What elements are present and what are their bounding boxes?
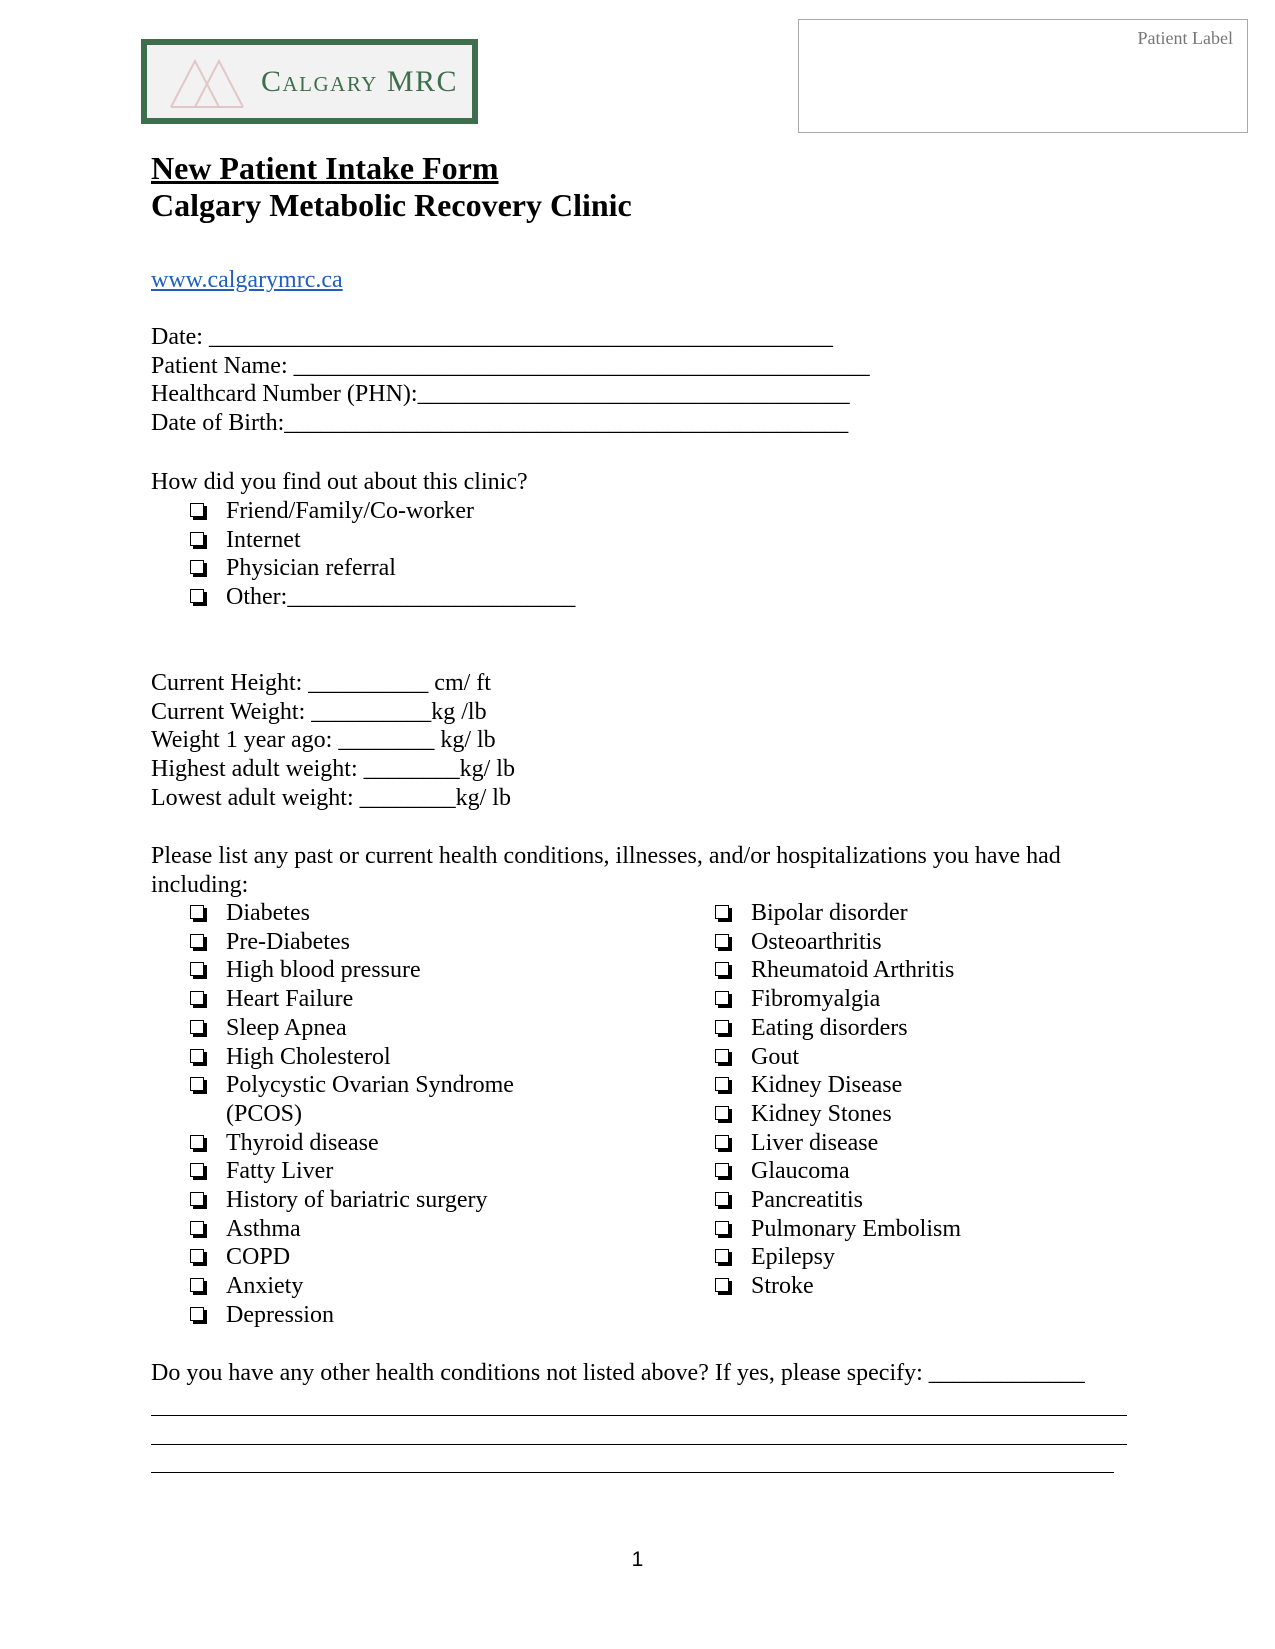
checkbox[interactable] bbox=[190, 1049, 204, 1063]
list-item[interactable]: Heart Failure bbox=[190, 985, 514, 1014]
referral-question: How did you find out about this clinic? bbox=[151, 469, 528, 495]
weight-1yr-field[interactable]: Weight 1 year ago: ________ kg/ lb bbox=[151, 727, 496, 754]
list-item[interactable]: Sleep Apnea bbox=[190, 1014, 514, 1043]
conditions-left-column bbox=[190, 899, 514, 1330]
list-item[interactable]: Thyroid disease bbox=[190, 1129, 514, 1158]
weight-field[interactable]: Current Weight: __________kg /lb bbox=[151, 698, 487, 725]
checkbox[interactable] bbox=[190, 991, 204, 1005]
checkbox[interactable] bbox=[715, 1106, 729, 1120]
checkbox[interactable] bbox=[715, 905, 729, 919]
checkbox[interactable] bbox=[715, 1135, 729, 1149]
checkbox[interactable] bbox=[190, 560, 204, 574]
checkbox[interactable] bbox=[715, 1163, 729, 1177]
list-item[interactable]: Kidney Disease bbox=[715, 1071, 961, 1100]
list-item[interactable]: Gout bbox=[715, 1043, 961, 1072]
measurement-fields bbox=[151, 669, 515, 813]
other-conditions-section bbox=[151, 1359, 1131, 1473]
highest-weight-field[interactable]: Highest adult weight: ________kg/ lb bbox=[151, 756, 515, 783]
list-item[interactable]: History of bariatric surgery bbox=[190, 1186, 514, 1215]
website-link[interactable]: www.calgarymrc.ca bbox=[151, 267, 343, 293]
list-item[interactable]: Kidney Stones bbox=[715, 1100, 961, 1129]
list-item[interactable]: Other:________________________ bbox=[190, 583, 575, 612]
height-field[interactable]: Current Height: __________ cm/ ft bbox=[151, 670, 491, 696]
patient-label-text: Patient Label bbox=[1137, 28, 1233, 48]
answer-line[interactable] bbox=[151, 1415, 1127, 1416]
clinic-name: Calgary Metabolic Recovery Clinic bbox=[151, 187, 632, 223]
checkbox[interactable] bbox=[190, 503, 204, 517]
checkbox[interactable] bbox=[190, 1307, 204, 1321]
checkbox[interactable] bbox=[190, 1077, 204, 1091]
patient-info-fields bbox=[151, 323, 870, 438]
list-item[interactable]: COPD bbox=[190, 1243, 514, 1272]
mountain-logo-icon bbox=[169, 59, 245, 109]
list-item[interactable]: Depression bbox=[190, 1301, 514, 1330]
list-item[interactable]: Friend/Family/Co-worker bbox=[190, 497, 575, 526]
checkbox[interactable] bbox=[190, 1278, 204, 1292]
checkbox[interactable] bbox=[190, 934, 204, 948]
date-field[interactable]: Date: ____________________________________________________ bbox=[151, 324, 833, 350]
dob-field[interactable]: Date of Birth:_______________________________________________ bbox=[151, 410, 849, 437]
checkbox[interactable] bbox=[190, 1249, 204, 1263]
checkbox[interactable] bbox=[715, 962, 729, 976]
checkbox[interactable] bbox=[715, 1249, 729, 1263]
list-item[interactable]: Asthma bbox=[190, 1215, 514, 1244]
checkbox[interactable] bbox=[190, 532, 204, 546]
checkbox[interactable] bbox=[715, 1077, 729, 1091]
logo-text: Calgary MRC bbox=[261, 65, 459, 98]
phn-field[interactable]: Healthcard Number (PHN):____________________________________ bbox=[151, 381, 850, 408]
list-item[interactable]: Physician referral bbox=[190, 554, 575, 583]
lowest-weight-field[interactable]: Lowest adult weight: ________kg/ lb bbox=[151, 784, 511, 811]
list-item[interactable]: Internet bbox=[190, 526, 575, 555]
list-item[interactable]: High Cholesterol bbox=[190, 1043, 514, 1072]
patient-name-field[interactable]: Patient Name: ________________________________________________ bbox=[151, 352, 870, 379]
checkbox[interactable] bbox=[715, 1020, 729, 1034]
conditions-question: Please list any past or current health conditions, illnesses, and/or hospitalizations you have had including: bbox=[151, 843, 1061, 898]
form-title: New Patient Intake Form bbox=[151, 150, 499, 186]
list-item[interactable]: High blood pressure bbox=[190, 956, 514, 985]
list-item[interactable]: Eating disorders bbox=[715, 1014, 961, 1043]
list-item[interactable]: Epilepsy bbox=[715, 1243, 961, 1272]
list-item[interactable]: Fibromyalgia bbox=[715, 985, 961, 1014]
checkbox[interactable] bbox=[190, 1192, 204, 1206]
list-item[interactable]: Liver disease bbox=[715, 1129, 961, 1158]
checkbox[interactable] bbox=[190, 1135, 204, 1149]
checkbox[interactable] bbox=[190, 1163, 204, 1177]
list-item[interactable]: Pulmonary Embolism bbox=[715, 1215, 961, 1244]
list-item[interactable]: Pancreatitis bbox=[715, 1186, 961, 1215]
list-item[interactable]: Anxiety bbox=[190, 1272, 514, 1301]
checkbox[interactable] bbox=[190, 962, 204, 976]
list-item[interactable]: Stroke bbox=[715, 1272, 961, 1301]
checkbox[interactable] bbox=[190, 589, 204, 603]
checkbox[interactable] bbox=[715, 1192, 729, 1206]
patient-label-box bbox=[798, 19, 1248, 133]
checkbox[interactable] bbox=[190, 1020, 204, 1034]
checkbox[interactable] bbox=[715, 1049, 729, 1063]
list-item[interactable]: Osteoarthritis bbox=[715, 928, 961, 957]
list-item[interactable]: Rheumatoid Arthritis bbox=[715, 956, 961, 985]
checkbox[interactable] bbox=[715, 1278, 729, 1292]
list-item[interactable]: Bipolar disorder bbox=[715, 899, 961, 928]
answer-line[interactable] bbox=[151, 1444, 1127, 1445]
checkbox[interactable] bbox=[715, 1221, 729, 1235]
answer-line[interactable] bbox=[151, 1472, 1114, 1473]
checkbox[interactable] bbox=[190, 1221, 204, 1235]
other-conditions-question[interactable]: Do you have any other health conditions not listed above? If yes, please specify: _____________ bbox=[151, 1360, 1085, 1386]
list-item[interactable]: Diabetes bbox=[190, 899, 514, 928]
list-item-continuation: (PCOS) bbox=[226, 1100, 303, 1127]
list-item[interactable]: Polycystic Ovarian Syndrome bbox=[190, 1071, 514, 1100]
list-item[interactable]: Fatty Liver bbox=[190, 1157, 514, 1186]
checkbox[interactable] bbox=[715, 934, 729, 948]
referral-options bbox=[190, 497, 575, 612]
conditions-right-column bbox=[715, 899, 961, 1301]
list-item[interactable]: Pre-Diabetes bbox=[190, 928, 514, 957]
checkbox[interactable] bbox=[715, 991, 729, 1005]
clinic-logo bbox=[141, 39, 478, 124]
page-number: 1 bbox=[631, 1548, 644, 1571]
list-item[interactable]: Glaucoma bbox=[715, 1157, 961, 1186]
checkbox[interactable] bbox=[190, 905, 204, 919]
